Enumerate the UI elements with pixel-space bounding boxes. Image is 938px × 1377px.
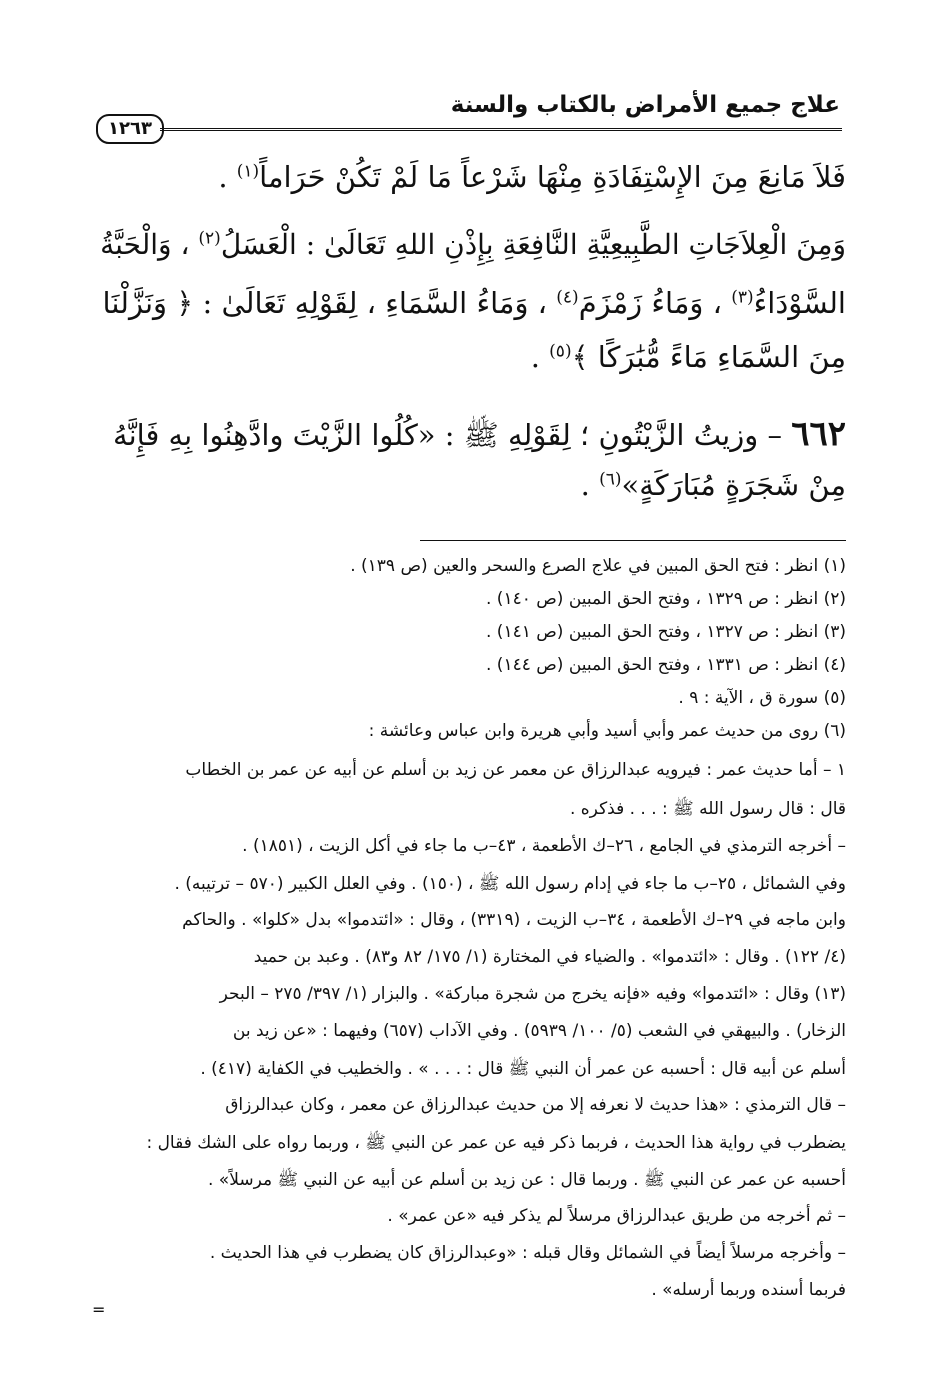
footnote-line: (٥) سورة ق ، الآية : ٩ . — [678, 688, 846, 708]
main-line-6 — [96, 468, 846, 502]
footnote-line: وابن ماجه في ٢٩–ك الأطعمة ، ٣٤–ب الزيت ، (٣٣١٩) ، وقال : «ائتدموا» بدل «كلوا» . والحاكم — [182, 910, 846, 930]
main-line-2 — [96, 228, 846, 261]
main-text: وَمِنَ الْعِلاَجَاتِ الطَّبِيعِيَّةِ النَّافِعَةِ بِإِذْنِ اللهِ تَعَالَىٰ : الْعَسَلُ — [220, 228, 846, 261]
period: . — [530, 340, 540, 374]
footnote-line: (٦) روى من حديث عمر وأبي أسيد وأبي هريرة وابن عباس وعائشة : — [368, 721, 846, 741]
main-text: مِنْ شَجَرَةٍ مُبَارَكَةٍ» — [621, 468, 846, 502]
margin-mark: = — [92, 1300, 106, 1319]
footnote-line: (١٣) وقال : «ائتدموا» وفيه «فإنه يخرج من شجرة مباركة» . والبزار (١/ ٣٩٧/ ٢٧٥ – البحر — [219, 984, 846, 1004]
footnote-line: فربما أسنده وربما أرسله» . — [651, 1280, 846, 1300]
entry-number: ٦٦٢ — [791, 414, 846, 454]
main-text: ، وَالْحَبَّةُ — [100, 228, 190, 261]
footnote-ref: (٢) — [198, 228, 221, 249]
footnote-line: (٤) انظر : ص ١٣٣١ ، وفتح الحق المبين (ص ١٤٤) . — [485, 655, 846, 675]
main-text: ، وَمَاءُ السَّمَاءِ ، لِقَوْلِهِ تَعَالَىٰ : ﴿ وَنَزَّلْنَا — [102, 286, 548, 320]
footnote-line: – وأخرجه مرسلاً أيضاً في الشمائل وقال قبله : «وعبدالرزاق كان يضطرب في هذا الحديث . — [209, 1243, 846, 1263]
main-text: – وزيتُ الزَّيْتُونِ ؛ لِقَوْلِهِ ﷺ : «كُلُوا الزَّيْتَ وادَّهِنُوا بِهِ فَإِنَّهُ — [113, 418, 782, 452]
main-text: السَّوْدَاءُ — [753, 286, 846, 320]
footnote-line: – أخرجه الترمذي في الجامع ، ٢٦–ك الأطعمة ، ٤٣–ب ما جاء في أكل الزيت ، (١٨٥١) . — [242, 836, 846, 856]
main-line-4 — [96, 340, 846, 374]
footnote-line: – قال الترمذي : «هذا حديث لا نعرفه إلا من حديث عبدالرزاق عن معمر ، وكان عبدالرزاق — [225, 1095, 846, 1115]
main-text: فَلاَ مَانِعَ مِنَ الإِسْتِفَادَةِ مِنْهَا شَرْعاً مَا لَمْ تَكُنْ حَرَاماً — [259, 160, 846, 194]
footnote-line: الزخار) . والبيهقي في الشعب (٥/ ١٠٠/ ٥٩٣٩) . وفي الآداب (٦٥٧) وفيهما : «عن زيد بن — [232, 1021, 846, 1041]
footnote-ref: (١) — [236, 161, 260, 182]
footnote-line: – ثم أخرجه من طريق عبدالرزاق مرسلاً لم يذكر فيه «عن عمر» . — [387, 1206, 846, 1226]
footnote-line: (٣) انظر : ص ١٣٢٧ ، وفتح الحق المبين (ص ١٤١) . — [485, 622, 846, 642]
header-rule — [160, 128, 842, 131]
footnote-ref: (٥) — [549, 341, 572, 362]
main-line-1 — [96, 160, 846, 194]
footnote-line: ١ – أما حديث عمر : فيرويه عبدالرزاق عن معمر عن زيد بن أسلم عن أبيه عن عمر بن الخطاب — [185, 760, 846, 780]
page-number: ١٢٦٣ — [96, 114, 164, 144]
main-text: مِنَ السَّمَاءِ مَاءً مُّبَٰرَكًا ﴾ — [571, 340, 846, 374]
footnote-line: (١) انظر : فتح الحق المبين في علاج الصرع والسحر والعين (ص ١٣٩) . — [350, 556, 846, 576]
main-text: ، وَمَاءُ زَمْزَمَ — [578, 286, 722, 320]
period: . — [218, 160, 228, 194]
footnote-line: قال : قال رسول الله ﷺ : . . . فذكره . — [569, 799, 846, 819]
main-line-3 — [96, 286, 846, 320]
main-line-5 — [96, 414, 846, 460]
footnote-line: أسلم عن أبيه قال : أحسبه عن عمر أن النبي ﷺ قال : . . . » . والخطيب في الكفاية (٤١٧) . — [200, 1059, 846, 1079]
footnote-line: (٤/ ١٢٢) . وقال : «ائتدموا» . والضياء في المختارة (١/ ١٧٥/ ٨٢ و٨٣) . وعبد بن حميد — [253, 947, 846, 967]
footnote-ref: (٤) — [556, 287, 579, 308]
footnote-ref: (٦) — [599, 469, 622, 490]
period: . — [580, 468, 590, 502]
footnote-line: وفي الشمائل ، ٢٥–ب ما جاء في إدام رسول الله ﷺ ، (١٥٠) . وفي العلل الكبير (٥٧٠ – ترتيبه) . — [174, 874, 846, 894]
footnote-line: أحسبه عن عمر عن النبي ﷺ . وربما قال : عن زيد بن أسلم عن أبيه عن النبي ﷺ مرسلاً» . — [208, 1170, 846, 1190]
running-title: علاج جميع الأمراض بالكتاب والسنة — [450, 92, 840, 118]
footnote-line: يضطرب في رواية هذا الحديث ، فربما ذكر فيه عن عمر عن النبي ﷺ ، وربما رواه على الشك فقال : — [146, 1133, 846, 1153]
footnote-ref: (٣) — [731, 287, 754, 308]
footnote-separator — [420, 540, 846, 541]
footnote-line: (٢) انظر : ص ١٣٢٩ ، وفتح الحق المبين (ص ١٤٠) . — [485, 589, 846, 609]
